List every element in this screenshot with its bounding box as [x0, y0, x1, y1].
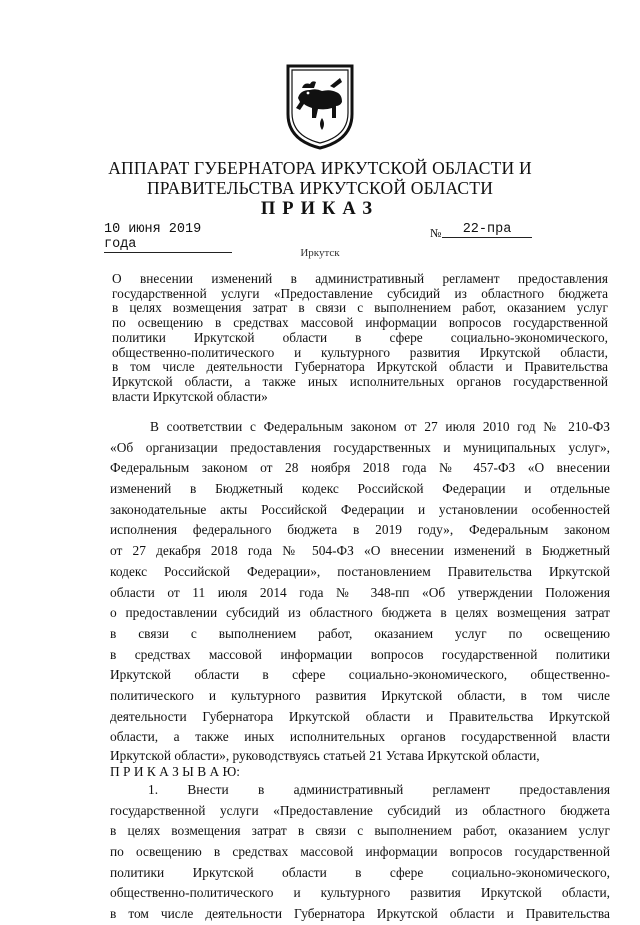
document-date: 10 июня 2019 года — [104, 222, 232, 253]
issue-city: Иркутск — [300, 247, 340, 259]
body-line: кодекс Российской Федерации», постановлением Правительства Иркутской — [110, 563, 610, 579]
body-line: государственной услуги «Предоставление субсидий из областного бюджета — [110, 802, 610, 818]
title-line: О внесении изменений в административный регламент предоставления — [112, 271, 608, 286]
body-line: в целях возмещения затрат в связи с выполнением работ, оказанием услуг — [110, 823, 610, 839]
title-line: общественно-политического и культурного развития Иркутской области, — [112, 344, 608, 360]
body-line: законодательные акты Российской Федерации и установлении особенностей — [110, 501, 610, 517]
document-number: 22-пра — [442, 222, 532, 238]
body-line: «Об организации предоставления государственных и муниципальных услуг», — [110, 439, 610, 455]
organization-name-line2: ПРАВИТЕЛЬСТВА ИРКУТСКОЙ ОБЛАСТИ — [146, 178, 494, 198]
title-line: по освещению в средствах массовой информации вопросов государственной — [112, 315, 608, 331]
clause-1-line: 1. Внести в административный регламент предоставления — [148, 782, 610, 797]
body-line: о предоставлении субсидий из областного бюджета в целях возмещения затрат — [110, 605, 610, 621]
title-line: в целях возмещения затрат в связи с выполнением работ, оказанием услуг — [112, 300, 608, 316]
title-line: в том числе деятельности Губернатора Иркутской области и Правительства — [112, 359, 608, 375]
body-line: Федеральным законом от 28 ноября 2018 года № 457-ФЗ «О внесении — [110, 460, 610, 476]
body-line: Иркутской области», руководствуясь статьей 21 Устава Иркутской области, — [110, 748, 540, 763]
organization-name-line1: АППАРАТ ГУБЕРНАТОРА ИРКУТСКОЙ ОБЛАСТИ И — [108, 158, 532, 178]
order-body — [110, 417, 610, 925]
title-line: государственной услуги «Предоставление субсидий из областного бюджета — [112, 285, 608, 301]
title-line: власти Иркутской области» — [112, 388, 268, 404]
body-line: Иркутской области в сфере социально-экономического, общественно- — [110, 667, 610, 683]
body-line: области от 11 июля 2014 года № 348-пп «Об утверждении Положения — [110, 584, 610, 600]
body-line: изменений в Бюджетный кодекс Российской Федерации и отдельные — [110, 481, 610, 497]
body-line: в средствах массовой информации вопросов государственной политики — [110, 646, 610, 662]
number-label: № — [430, 226, 442, 240]
body-line: от 27 декабря 2018 года № 504-ФЗ «О внесении изменений в Бюджетный — [110, 543, 610, 559]
body-line: в связи с выполнением работ, оказанием услуг по освещению — [110, 625, 610, 641]
title-line: политики Иркутской области в сфере социально-экономического, — [112, 329, 608, 345]
body-line: исполнения федерального бюджета в 2019 году», Федеральным законом — [110, 522, 610, 538]
body-line: в том числе деятельности Губернатора Иркутской области и Правительства — [110, 906, 610, 922]
document-type-heading: ПРИКАЗ — [260, 199, 380, 219]
body-line: В соответствии с Федеральным законом от 27 июля 2010 год № 210-ФЗ — [150, 419, 610, 434]
body-line: области, а также иных исполнительных органов государственной власти — [110, 729, 610, 745]
prikazyvayu-line: П Р И К А З Ы В А Ю: — [110, 764, 240, 779]
irkutsk-coat-of-arms-icon — [282, 60, 358, 152]
order-title — [112, 272, 608, 404]
body-line: политического и культурного развития Иркутской области, в том числе — [110, 687, 610, 703]
body-line: общественно-политического и культурного развития Иркутской области, — [110, 885, 610, 901]
body-line: по освещению в средствах массовой информации вопросов государственной — [110, 844, 610, 860]
title-line: Иркутской области, а также иных исполнительных органов государственной — [112, 373, 608, 389]
body-line: деятельности Губернатора Иркутской области и Правительства Иркутской — [110, 708, 610, 724]
body-line: политики Иркутской области в сфере социально-экономического, — [110, 864, 610, 880]
